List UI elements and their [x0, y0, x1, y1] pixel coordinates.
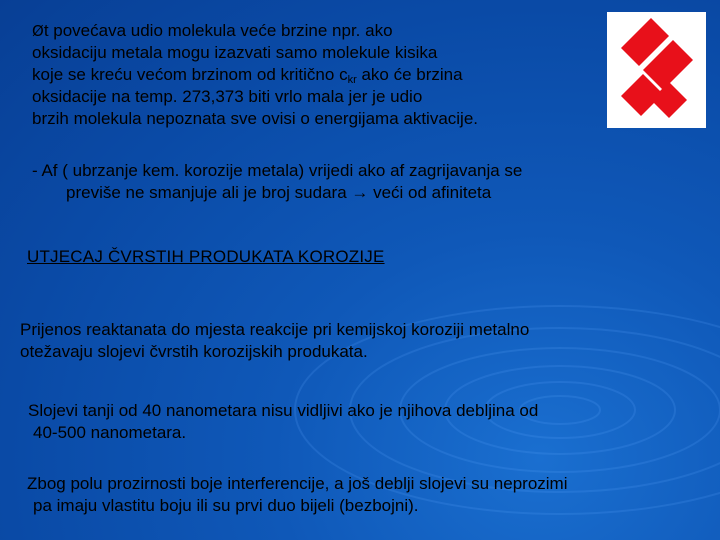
- line-text: t povećava udio molekula veće brzine npr. ako: [43, 21, 393, 40]
- paragraph-line: Zbog polu prozirnosti boje interferencije, a još deblji slojevi su neprozimi: [27, 474, 568, 493]
- paragraph-line: 40-500 nanometara.: [33, 423, 187, 442]
- paragraph-reactant-transfer: [20, 319, 529, 363]
- paragraph-line: oksidacije na temp. 273,373 biti vrlo mala jer je udio: [32, 87, 423, 106]
- paragraph-affinity: [32, 160, 522, 204]
- paragraph-interference-colors: [27, 473, 568, 517]
- paragraph-activation-energy: [32, 20, 478, 130]
- paragraph-line: previše ne smanjuje ali je broj sudara → veći od afiniteta: [66, 183, 492, 202]
- logo: [607, 12, 706, 128]
- paragraph-line: otežavaju slojevi čvrstih korozijskih produkata.: [20, 342, 368, 361]
- line-text: koje se kreću većom brzinom od kritično c: [32, 65, 348, 84]
- paragraph-line: brzih molekula nepoznata sve ovisi o energijama aktivacije.: [32, 109, 479, 128]
- section-heading: UTJECAJ ČVRSTIH PRODUKATA KOROZIJE: [27, 247, 385, 266]
- paragraph-layer-thickness: [28, 400, 538, 444]
- paragraph-line: - Af ( ubrzanje kem. korozije metala) vrijedi ako af zagrijavanja se: [32, 161, 523, 180]
- paragraph-line: oksidaciju metala mogu izazvati samo molekule kisika: [32, 43, 438, 62]
- paragraph-line: Slojevi tanji od 40 nanometara nisu vidljivi ako je njihova debljina od: [28, 401, 539, 420]
- paragraph-line: pa imaju vlastitu boju ili su prvi duo bijeli (bezbojni).: [33, 496, 419, 515]
- line-text: ako će brzina: [356, 65, 463, 84]
- paragraph-line: [32, 64, 478, 86]
- paragraph-line: [32, 20, 478, 42]
- stacked-s-logo-icon: [607, 12, 706, 128]
- subscript-kr: kr: [347, 74, 357, 86]
- paragraph-line: Prijenos reaktanata do mjesta reakcije pri kemijskoj koroziji metalno: [20, 320, 530, 339]
- arrow-bullet-icon: Ø: [32, 22, 44, 40]
